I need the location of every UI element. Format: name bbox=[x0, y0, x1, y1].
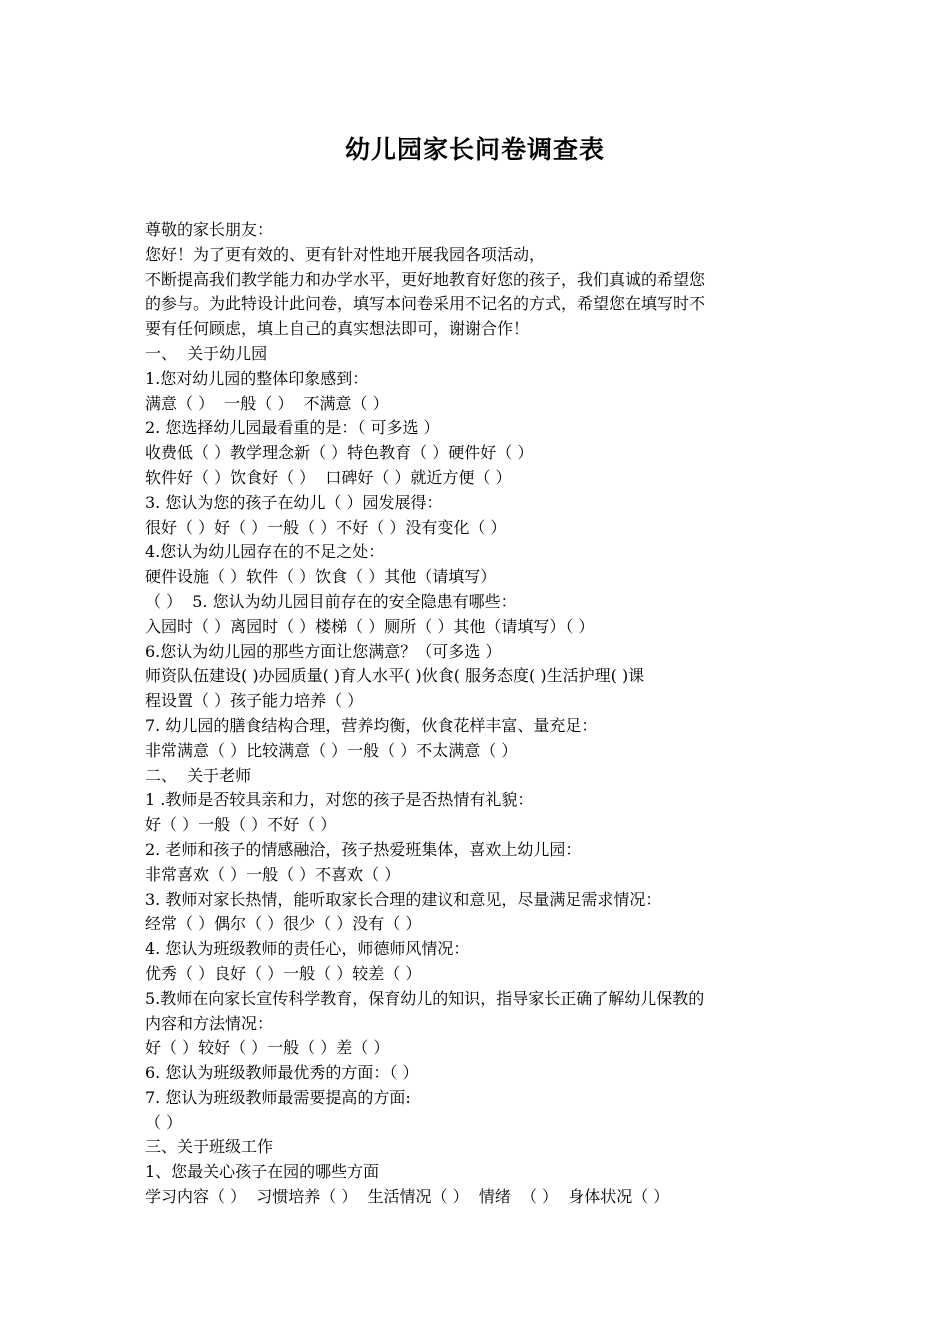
question-line: 6. 您认为班级教师最优秀的方面：（ ） bbox=[145, 1063, 419, 1083]
greeting-line: 您好！为了更有效的、更有针对性地开展我园各项活动， bbox=[145, 244, 546, 264]
answer-options: 经常（ ）偶尔（ ）很少（ ）没有（ ） bbox=[145, 914, 422, 934]
answer-options: 优秀（ ）良好（ ）一般（ ）较差（ ） bbox=[145, 963, 422, 983]
answer-options: 非常满意（ ）比较满意（ ）一般（ ）不太满意（ ） bbox=[145, 740, 518, 760]
answer-options: 师资队伍建设( )办园质量( )育人水平( )伙食( 服务态度( )生活护理( )课 bbox=[145, 666, 645, 686]
question-line: 2. 您选择幼儿园最看重的是：（ 可多选 ） bbox=[145, 418, 440, 438]
question-line: 4. 您认为班级教师的责任心，师德师风情况： bbox=[145, 939, 470, 959]
answer-options: 收费低（ ）教学理念新（ ）特色教育（ ）硬件好（ ） bbox=[145, 443, 534, 463]
question-line: 1.您对幼儿园的整体印象感到： bbox=[145, 368, 369, 388]
answer-options: 入园时（ ）离园时（ ）楼梯（ ）厕所（ ）其他（请填写）（ ） bbox=[145, 616, 595, 636]
answer-options: 好（ ）较好（ ）一般（ ）差（ ） bbox=[145, 1038, 390, 1058]
question-line: 2. 老师和孩子的情感融洽，孩子热爱班集体，喜欢上幼儿园： bbox=[145, 839, 582, 859]
question-line: 3. 教师对家长热情，能听取家长合理的建议和意见，尽量满足需求情况： bbox=[145, 889, 662, 909]
section-heading-kindergarten: 一、 关于幼儿园 bbox=[145, 343, 268, 363]
question-line: 7. 您认为班级教师最需要提高的方面: bbox=[145, 1087, 411, 1107]
section-heading-teachers: 二、 关于老师 bbox=[145, 765, 252, 785]
answer-options: 非常喜欢（ ）一般（ ）不喜欢（ ） bbox=[145, 864, 401, 884]
question-line: 4.您认为幼儿园存在的不足之处： bbox=[145, 542, 385, 562]
question-line: 7. 幼儿园的膳食结构合理，营养均衡，伙食花样丰富、量充足： bbox=[145, 715, 598, 735]
answer-options: 很好（ ）好（ ）一般（ ）不好（ ）没有变化（ ） bbox=[145, 517, 507, 537]
question-line: 1、您最关心孩子在园的哪些方面 bbox=[145, 1162, 380, 1182]
answer-options: 程设置（ ）孩子能力培养（ ） bbox=[145, 691, 364, 711]
intro-line: 不断提高我们教学能力和办学水平，更好地教育好您的孩子，我们真诚的希望您 bbox=[145, 269, 706, 289]
section-heading-class-work: 三、关于班级工作 bbox=[145, 1137, 274, 1157]
answer-options: 学习内容（ ） 习惯培养（ ） 生活情况（ ） 情绪 （ ） 身体状况（ ） bbox=[145, 1187, 670, 1207]
answer-options: （ ） bbox=[145, 1112, 183, 1132]
answer-options: 好（ ）一般（ ）不好（ ） bbox=[145, 815, 337, 835]
questionnaire-body bbox=[145, 218, 813, 1210]
question-line: 内容和方法情况： bbox=[145, 1013, 274, 1033]
page-title: 幼儿园家长问卷调查表 bbox=[344, 135, 605, 164]
question-line: 1 .教师是否较具亲和力，对您的孩子是否热情有礼貌： bbox=[145, 790, 534, 810]
intro-line: 要有任何顾虑，填上自己的真实想法即可，谢谢合作！ bbox=[145, 319, 530, 339]
question-line: 3. 您认为您的孩子在幼儿（ ）园发展得： bbox=[145, 492, 443, 512]
question-line: 6.您认为幼儿园的那些方面让您满意？（可多选 ） bbox=[145, 641, 502, 661]
intro-line: 的参与。为此特设计此问卷，填写本问卷采用不记名的方式，希望您在填写时不 bbox=[145, 294, 706, 314]
answer-options: 硬件设施（ ）软件（ ）饮食（ ）其他（请填写） bbox=[145, 567, 497, 587]
answer-options: 满意（ ） 一般（ ） 不满意（ ） bbox=[145, 393, 389, 413]
question-line: （ ） 5. 您认为幼儿园目前存在的安全隐患有哪些： bbox=[145, 591, 517, 611]
answer-options: 软件好（ ）饮食好（ ） 口碑好（ ）就近方便（ ） bbox=[145, 467, 512, 487]
greeting-salutation: 尊敬的家长朋友： bbox=[145, 220, 274, 239]
question-line: 5.教师在向家长宣传科学教育，保育幼儿的知识，指导家长正确了解幼儿保教的 bbox=[145, 988, 705, 1008]
